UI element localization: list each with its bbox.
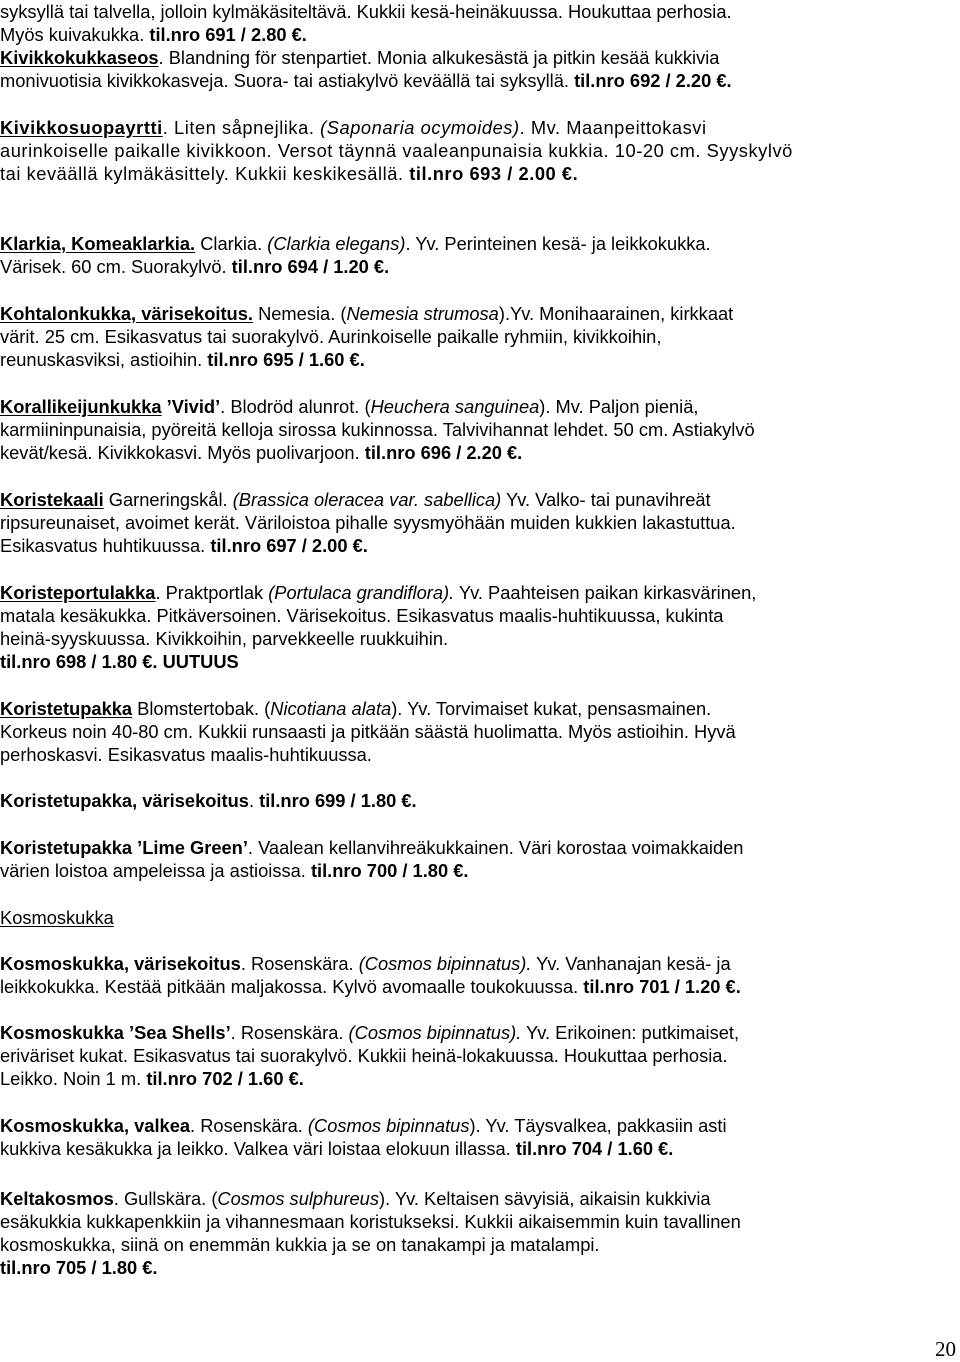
- entry-title: Kivikkokukkaseos: [0, 47, 159, 68]
- text-segment: Yv. Erikoinen: putkimaiset,: [521, 1022, 740, 1043]
- text-segment: värien loistoa ampeleissa ja astioissa.: [0, 860, 311, 882]
- text-segment: Myös kuivakukka.: [0, 24, 150, 46]
- entry-line: [0, 302, 950, 325]
- text-segment: . Rosenskära.: [230, 1022, 349, 1043]
- entry-line: [0, 395, 950, 418]
- entry-korallikeijunkukka: [0, 395, 950, 464]
- text-segment: ’Vivid’: [161, 396, 221, 417]
- entry-line: [0, 650, 950, 673]
- entry-line: [0, 69, 950, 92]
- entry-line: [0, 1044, 950, 1067]
- entry-line: [0, 627, 950, 650]
- latin-name: Nemesia strumosa: [346, 303, 499, 324]
- text-segment: . Mv. Maanpeittokasvi: [519, 117, 707, 138]
- entry-line: [0, 116, 950, 139]
- entry-line: [0, 906, 950, 929]
- text-segment: Yv. Vanhanajan kesä- ja: [531, 953, 731, 974]
- entry-klarkia: [0, 232, 950, 278]
- entry-line: [0, 1137, 950, 1160]
- entry-kosmoskukka-varisekoitus: [0, 952, 950, 998]
- entry-line: [0, 0, 950, 23]
- entry-koristekaali: [0, 488, 950, 557]
- text-segment: Blomstertobak. (: [132, 698, 271, 719]
- text-segment: til.nro 698 / 1.80 €. UUTUUS: [0, 651, 239, 673]
- entry-kivikkokukkaseos: [0, 46, 950, 92]
- text-segment: . Rosenskära.: [240, 953, 359, 974]
- entry-line: [0, 1210, 950, 1233]
- text-segment: Leikko. Noin 1 m.: [0, 1068, 147, 1090]
- latin-name: (Cosmos bipinnatus: [307, 1115, 470, 1136]
- text-segment: aurinkoiselle paikalle kivikkoon. Versot täynnä vaaleanpunaisia kukkia. 10-20 cm. Syyskylvö: [0, 140, 793, 162]
- text-segment: . Rosenskära.: [190, 1115, 308, 1136]
- entry-line: [0, 975, 950, 998]
- entry-kosmoskukka-heading: [0, 906, 950, 929]
- text-segment: . Gullskära. (: [113, 1188, 218, 1209]
- entry-title: Kosmoskukka: [0, 907, 114, 928]
- latin-name: (Portulaca grandiflora).: [268, 582, 455, 603]
- entry-line: [0, 232, 950, 255]
- entry-kosmoskukka-sea-shells: [0, 1021, 950, 1090]
- text-segment: kosmoskukka, siinä on enemmän kukkia ja se on tanakampi ja matalampi.: [0, 1234, 600, 1256]
- entry-line: [0, 162, 950, 185]
- latin-name: Heuchera sanguinea: [370, 396, 540, 417]
- entry-title: Koristekaali: [0, 489, 104, 510]
- entry-line: [0, 511, 950, 534]
- text-segment: värit. 25 cm. Esikasvatus tai suorakylvö. Aurinkoiselle paikalle ryhmiin, kivikkoihin,: [0, 326, 662, 348]
- text-segment: karmiininpunaisia, pyöreitä kelloja sirossa kukinnossa. Talvivihannat lehdet. 50 cm. Astiakylvö: [0, 419, 755, 441]
- entry-title: Koristeportulakka: [0, 582, 156, 603]
- text-segment: ). Mv. Paljon pieniä,: [539, 396, 699, 417]
- entry-line: [0, 1114, 950, 1137]
- text-segment: esäkukkia kukkapenkkiin ja vihannesmaan koristukseksi. Kukkii aikaisemmin kuin tavallinen: [0, 1211, 741, 1233]
- entry-line: [0, 789, 950, 812]
- entry-line: [0, 418, 950, 441]
- text-segment: til.nro 699 / 1.80 €.: [259, 790, 417, 811]
- text-segment: til.nro 691 / 2.80 €.: [149, 24, 307, 46]
- entry-line: [0, 255, 950, 278]
- text-segment: monivuotisia kivikkokasveja. Suora- tai astiakylvö keväällä tai syksyllä.: [0, 70, 575, 92]
- text-segment: til.nro 694 / 1.20 €.: [231, 256, 390, 278]
- text-segment: Koristetupakka ’Lime Green’: [0, 837, 248, 858]
- text-segment: Clarkia.: [195, 233, 268, 254]
- text-segment: til.nro 701 / 1.20 €.: [583, 976, 741, 998]
- entry-line: [0, 534, 950, 557]
- text-segment: . Blandning för stenpartiet. Monia alkukesästä ja pitkin kesää kukkivia: [158, 47, 720, 68]
- text-segment: Värisek. 60 cm. Suorakylvö.: [0, 256, 232, 278]
- entry-koristetupakka: [0, 697, 950, 766]
- text-segment: . Praktportlak: [155, 582, 269, 603]
- page-number: 20: [935, 1337, 956, 1361]
- text-segment: til.nro 700 / 1.80 €.: [310, 860, 469, 882]
- entry-title: Klarkia, Komeaklarkia.: [0, 233, 196, 254]
- text-segment: til.nro 692 / 2.20 €.: [574, 70, 732, 92]
- entry-koristetupakka-varisekoitus: [0, 789, 950, 812]
- text-segment: Garneringskål.: [103, 489, 233, 510]
- text-segment: matala kesäkukka. Pitkäversoinen. Värisekoitus. Esikasvatus maalis-huhtikuussa, kukinta: [0, 605, 724, 627]
- text-segment: ). Yv. Keltaisen sävyisiä, aikaisin kukkivia: [378, 1188, 711, 1209]
- text-segment: . Liten såpnejlika.: [162, 117, 321, 138]
- entry-line: [0, 1021, 950, 1044]
- text-segment: til.nro 695 / 1.60 €.: [207, 349, 365, 371]
- text-segment: leikkokukka. Kestää pitkään maljakossa. Kylvö avomaalle toukokuussa.: [0, 976, 584, 998]
- entry-line: [0, 441, 950, 464]
- text-segment: til.nro 704 / 1.60 €.: [515, 1138, 674, 1160]
- entry-line: [0, 488, 950, 511]
- text-segment: reunuskasviksi, astioihin.: [0, 349, 208, 371]
- text-segment: kevät/kesä. Kivikkokasvi. Myös puolivarjoon.: [0, 442, 365, 464]
- latin-name: Nicotiana alata: [270, 698, 392, 719]
- entry-top-fragment: [0, 0, 950, 46]
- text-segment: til.nro 696 / 2.20 €.: [364, 442, 523, 464]
- text-segment: tai keväällä kylmäkäsittely. Kukkii keskikesällä.: [0, 163, 410, 185]
- text-segment: Yv. Valko- tai punavihreät: [501, 489, 711, 510]
- text-segment: . Blodröd alunrot. (: [220, 396, 371, 417]
- text-segment: til.nro 705 / 1.80 €.: [0, 1257, 158, 1279]
- entry-line: [0, 1256, 950, 1279]
- text-segment: perhoskasvi. Esikasvatus maalis-huhtikuussa.: [0, 744, 372, 766]
- text-segment: . Vaalean kellanvihreäkukkainen. Väri korostaa voimakkaiden: [247, 837, 744, 858]
- entry-line: [0, 348, 950, 371]
- latin-name: (Saponaria ocymoides): [320, 117, 520, 138]
- entry-line: [0, 952, 950, 975]
- text-segment: Kosmoskukka, valkea: [0, 1115, 191, 1136]
- entry-title: Kivikkosuopayrtti: [0, 117, 163, 138]
- entry-koristeportulakka: [0, 581, 950, 673]
- text-segment: ). Yv. Täysvalkea, pakkasiin asti: [469, 1115, 727, 1136]
- text-segment: Korkeus noin 40-80 cm. Kukkii runsaasti ja pitkään säästä huolimatta. Myös astioihin. Hyvä: [0, 721, 736, 743]
- entry-line: [0, 1233, 950, 1256]
- entry-title: Korallikeijunkukka: [0, 396, 162, 417]
- text-segment: til.nro 702 / 1.60 €.: [146, 1068, 304, 1090]
- text-segment: ripsureunaiset, avoimet kerät. Väriloistoa pihalle syysmyöhään muiden kukkien lakastuttua.: [0, 512, 736, 534]
- text-segment: kukkiva kesäkukka ja leikko. Valkea väri loistaa elokuun illassa.: [0, 1138, 516, 1160]
- text-segment: Yv. Paahteisen paikan kirkasvärinen,: [454, 582, 757, 603]
- entry-line: [0, 720, 950, 743]
- entry-kivikkosuopayrtti: [0, 116, 950, 185]
- latin-name: Cosmos sulphureus: [217, 1188, 379, 1209]
- entry-line: [0, 325, 950, 348]
- latin-name: (Clarkia elegans): [267, 233, 406, 254]
- text-segment: Kosmoskukka, värisekoitus: [0, 953, 241, 974]
- entry-line: [0, 581, 950, 604]
- latin-name: (Brassica oleracea var. sabellica): [232, 489, 502, 510]
- entry-kosmoskukka-valkea: [0, 1114, 950, 1160]
- latin-name: (Cosmos bipinnatus).: [348, 1022, 522, 1043]
- entry-line: [0, 859, 950, 882]
- text-segment: til.nro 693 / 2.00 €.: [409, 163, 579, 185]
- entry-line: [0, 139, 950, 162]
- text-segment: Nemesia. (: [252, 303, 347, 324]
- entry-line: [0, 23, 950, 46]
- text-segment: . Yv. Perinteinen kesä- ja leikkokukka.: [405, 233, 711, 254]
- text-segment: til.nro 697 / 2.00 €.: [210, 535, 368, 557]
- text-segment: Kosmoskukka ’Sea Shells’: [0, 1022, 231, 1043]
- text-segment: Keltakosmos: [0, 1188, 114, 1209]
- text-segment: ).Yv. Monihaarainen, kirkkaat: [498, 303, 734, 324]
- text-segment: heinä-syyskuussa. Kivikkoihin, parvekkeelle ruukkuihin.: [0, 628, 449, 650]
- entry-keltakosmos: [0, 1187, 950, 1279]
- entry-line: [0, 743, 950, 766]
- entry-koristetupakka-lime-green: [0, 836, 950, 882]
- entry-line: [0, 46, 950, 69]
- entry-line: [0, 1067, 950, 1090]
- text-segment: .: [248, 790, 260, 811]
- entry-line: [0, 1187, 950, 1210]
- entry-kohtalonkukka: [0, 302, 950, 371]
- entry-title: Koristetupakka: [0, 698, 133, 719]
- text-segment: syksyllä tai talvella, jolloin kylmäkäsiteltävä. Kukkii kesä-heinäkuussa. Houkuttaa perhosia.: [0, 1, 732, 22]
- entry-line: [0, 697, 950, 720]
- text-segment: Esikasvatus huhtikuussa.: [0, 535, 211, 557]
- entry-line: [0, 836, 950, 859]
- text-segment: ). Yv. Torvimaiset kukat, pensasmainen.: [391, 698, 712, 719]
- text-segment: Koristetupakka, värisekoitus: [0, 790, 249, 811]
- text-segment: eriväriset kukat. Esikasvatus tai suorakylvö. Kukkii heinä-lokakuussa. Houkuttaa perhosia.: [0, 1045, 728, 1067]
- entry-title: Kohtalonkukka, värisekoitus.: [0, 303, 253, 324]
- latin-name: (Cosmos bipinnatus).: [358, 953, 532, 974]
- entry-line: [0, 604, 950, 627]
